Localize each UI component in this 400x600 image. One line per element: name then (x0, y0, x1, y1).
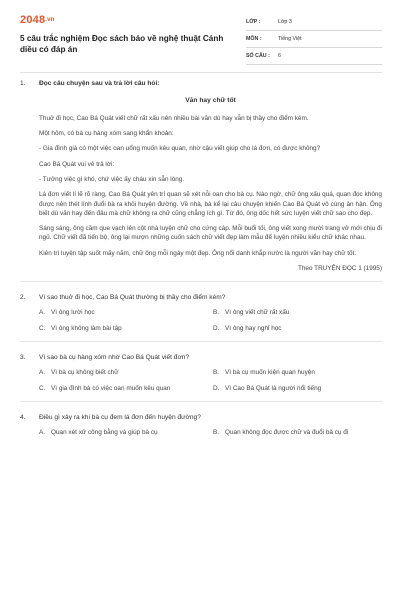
question-number: 4. (20, 414, 26, 422)
logo-text: 2048 (20, 14, 46, 26)
question-4 (20, 414, 382, 437)
answer-option-d[interactable] (213, 385, 382, 393)
passage-title: Văn hay chữ tốt (185, 96, 236, 104)
passage-source: Theo TRUYỆN ĐỌC 1 (1995) (297, 265, 382, 273)
page-title: 5 câu trắc nghiệm Đọc sách báo về nghệ thuật Cánh diều có đáp án (20, 34, 224, 54)
meta-value: Lớp 3 (278, 19, 292, 25)
meta-row-subject (246, 31, 382, 48)
option-text: Vì ông lười học (51, 308, 95, 316)
question-list (20, 80, 382, 437)
option-text: Vì ông hay nghỉ học (225, 325, 282, 333)
option-letter: A. (39, 368, 46, 376)
option-letter: D. (213, 384, 220, 392)
question-number: 2. (20, 294, 26, 302)
passage-paragraph: Sáng sáng, ông cầm que vạch lên cột nhà luyện chữ cho cứng cáp. Mỗi buổi tối, ông viết xong mười trang vở mới chịu đi ngủ. Chữ viết đã tiến bộ, ông lại mượn những cuốn sách chữ viết đẹp làm mẫu để luyện nhiều kiểu chữ khác nhau. (39, 225, 382, 242)
option-text: Vì gia đình bà có việc oan muốn kêu quan (51, 384, 171, 392)
passage-paragraph: Lá đơn viết lí lẽ rõ ràng, Cao Bá Quát yên trí quan sẽ xét nỗi oan cho bà cụ. Nào ngờ, chữ ông xấu quá, quan đọc không được nên thét lính đuổi bà ra khỏi huyện đường. Về nhà, bà kể lại câu chuyện khiến Cao Bá Quát vô cùng ân hận. Ông biết dù văn hay đến đâu mà chữ không ra chữ cũng chẳng ích gì. Từ đó, ông dốc hết sức luyện viết chữ sao cho đẹp. (39, 191, 382, 217)
passage-paragraph: - Tưởng việc gì khó, chứ việc ấy cháu xin sẵn lòng. (39, 175, 185, 183)
answer-option-a[interactable] (39, 369, 213, 377)
meta-key: LỚP : (246, 19, 261, 25)
option-letter: C. (39, 384, 46, 392)
answer-option-a[interactable] (39, 309, 213, 317)
meta-info (246, 14, 382, 65)
passage-paragraph: - Gia đình già có một việc oan uổng muốn kêu quan, nhờ cậu viết giúp cho lá đơn, có được không? (39, 145, 321, 153)
answer-option-b[interactable] (213, 369, 382, 377)
question-text: Đọc câu chuyện sau và trả lời câu hỏi: (39, 80, 160, 87)
question-divider (20, 401, 382, 402)
page-header (20, 14, 382, 58)
question-3 (20, 354, 382, 393)
question-text: Vì sao thuở đi học, Cao Bá Quát thường bị thầy cho điểm kém? (39, 294, 226, 302)
logo-suffix: .vn (45, 17, 55, 24)
answer-option-b[interactable] (213, 429, 382, 437)
option-text: Quan không đọc được chữ và đuổi bà cụ đi (225, 428, 349, 436)
meta-value: Tiếng Việt (278, 36, 302, 42)
answer-options (39, 309, 382, 333)
option-text: Vì Cao Bá Quát là người nổi tiếng (225, 384, 322, 392)
question-text: Điều gì xảy ra khi bà cụ đem lá đơn đến huyện đường? (39, 414, 201, 422)
passage-paragraph: Một hôm, có bà cụ hàng xóm sang khẩn khoản: (39, 130, 174, 138)
question-divider (20, 341, 382, 342)
answer-options (39, 429, 382, 437)
option-letter: C. (39, 325, 46, 333)
meta-row-class (246, 14, 382, 31)
option-text: Vì bà cụ muốn kiện quan huyện (225, 368, 315, 376)
question-2 (20, 294, 382, 333)
option-text: Quan xét xử công bằng và giúp bà cụ (51, 428, 158, 436)
question-divider (20, 281, 382, 282)
answer-option-a[interactable] (39, 429, 213, 437)
site-logo[interactable] (20, 14, 55, 26)
answer-option-d[interactable] (213, 325, 382, 333)
passage-paragraph: Thuở đi học, Cao Bá Quát viết chữ rất xấu nên nhiều bài văn dù hay vẫn bị thầy cho điểm kém. (39, 114, 309, 122)
answer-option-b[interactable] (213, 309, 382, 317)
passage-paragraph: Kiên trì luyện tập suốt mấy năm, chữ ông mỗi ngày một đẹp. Ông nổi danh khắp nước là người văn hay chữ tốt. (39, 249, 357, 257)
question-number: 3. (20, 354, 26, 362)
answer-option-c[interactable] (39, 325, 213, 333)
meta-key: MÔN : (246, 36, 262, 42)
option-text: Vì ông không làm bài tập (51, 325, 122, 333)
option-text: Vì bà cụ không biết chữ (51, 368, 119, 376)
meta-row-count (246, 48, 382, 65)
meta-key: SỐ CÂU : (246, 53, 270, 59)
option-letter: B. (213, 428, 220, 436)
option-text: Vì ông viết chữ rất xấu (225, 308, 290, 316)
option-letter: A. (39, 428, 46, 436)
header-divider (20, 72, 382, 73)
option-letter: B. (213, 368, 220, 376)
reading-passage (39, 96, 382, 274)
option-letter: B. (213, 308, 220, 316)
option-letter: D. (213, 325, 220, 333)
question-number: 1. (20, 80, 26, 87)
answer-options (39, 369, 382, 393)
question-1 (20, 80, 382, 273)
question-text: Vì sao bà cụ hàng xóm nhờ Cao Bá Quát viết đơn? (39, 354, 190, 362)
option-letter: A. (39, 308, 46, 316)
answer-option-c[interactable] (39, 385, 213, 393)
passage-paragraph: Cao Bá Quát vui vẻ trả lời: (39, 160, 115, 168)
meta-value: 6 (278, 53, 281, 59)
